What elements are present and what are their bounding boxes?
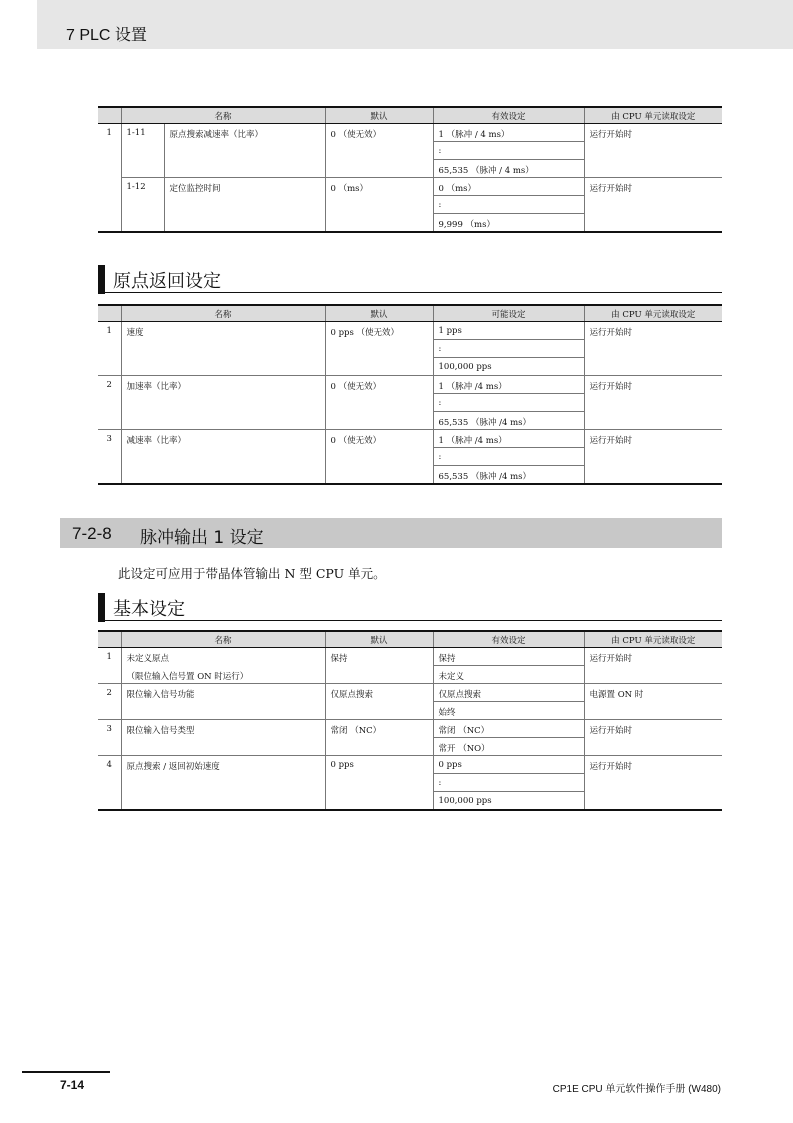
col-header-name: 名称: [121, 305, 325, 322]
table-row: 3 减速率（比率） 0 （使无效） 1 （脉冲 /4 ms） 运行开始时: [98, 430, 722, 448]
page-number: 7-14: [60, 1078, 85, 1092]
col-header-read: 由 CPU 单元读取设定: [584, 107, 722, 124]
col-header-valid: 有效设定: [433, 631, 584, 648]
chapter-title: 7 PLC 设置: [66, 27, 147, 44]
table-row: 1 1-11 原点搜索减速率（比率） 0 （使无效） 1 （脉冲 / 4 ms） 运行开始时: [98, 124, 722, 142]
col-header-default: 默认: [325, 107, 433, 124]
col-header-valid: 有效设定: [433, 107, 584, 124]
table-pulse-output-settings: 名称 默认 有效设定 由 CPU 单元读取设定 1 1-11 原点搜索减速率（比率） 0 （使无效） 1 （脉冲 / 4 ms） 运行开始时 : 65,535 （脉冲 / 4 ms） 1-12 定位监控时间 0 （ms） 0 （ms） 运行开始时 : 9,999 （ms）: [98, 106, 722, 233]
page-header-bar: [37, 0, 793, 49]
heading-marker: [98, 265, 105, 294]
col-header-name: 名称: [121, 631, 325, 648]
col-header-default: 默认: [325, 631, 433, 648]
section-heading-basic-settings: 基本设定: [98, 593, 722, 621]
col-header-read: 由 CPU 单元读取设定: [584, 305, 722, 322]
col-header-read: 由 CPU 单元读取设定: [584, 631, 722, 648]
table-row: 1 速度 0 pps （使无效） 1 pps 运行开始时: [98, 322, 722, 340]
table-row: 2 加速率（比率） 0 （使无效） 1 （脉冲 /4 ms） 运行开始时: [98, 376, 722, 394]
footer-rule: [22, 1071, 110, 1073]
section-heading-origin-return: 原点返回设定: [98, 265, 722, 293]
col-header-possible: 可能设定: [433, 305, 584, 322]
table-row: 3 限位输入信号类型 常闭 （NC） 常闭 （NC） 运行开始时: [98, 720, 722, 738]
section-number: 7-2-8: [72, 524, 112, 543]
table-row: 1 未定义原点 保持 保持 运行开始时: [98, 648, 722, 666]
table-basic-settings: 名称 默认 有效设定 由 CPU 单元读取设定 1 未定义原点 保持 保持 运行开始时 （限位输入信号置 ON 时运行） 未定义 2 限位输入信号功能 仅原点搜索 仅原点搜索 电源置 ON 时 始终 3 限位输入信号类型 常闭 （NC） 常闭 （NC） 运行开始时 常开 （NO） 4 原点搜索 / 返回初始速度 0 pps 0 pps 运行开始时 : 100,000 pps: [98, 630, 722, 811]
table-row: 4 原点搜索 / 返回初始速度 0 pps 0 pps 运行开始时: [98, 756, 722, 774]
table-row: 2 限位输入信号功能 仅原点搜索 仅原点搜索 电源置 ON 时: [98, 684, 722, 702]
table-row: 1-12 定位监控时间 0 （ms） 0 （ms） 运行开始时: [98, 178, 722, 196]
section-title: 脉冲输出 1 设定: [140, 528, 264, 548]
table-origin-return: 名称 默认 可能设定 由 CPU 单元读取设定 1 速度 0 pps （使无效） 1 pps 运行开始时 : 100,000 pps 2 加速率（比率） 0 （使无效） 1 （脉冲 /4 ms） 运行开始时 : 65,535 （脉冲 /4 ms） 3 减速率（比率） 0 （使无效） 1 （脉冲 /4 ms） 运行开始时 : 65,535 （脉冲 /4 ms）: [98, 304, 722, 485]
intro-paragraph: 此设定可应用于带晶体管输出 N 型 CPU 单元。: [118, 566, 386, 581]
section-banner: [60, 518, 722, 548]
col-header-default: 默认: [325, 305, 433, 322]
col-header-name: 名称: [121, 107, 325, 124]
document-title: CP1E CPU 单元软件操作手册 (W480): [552, 1084, 721, 1095]
heading-marker: [98, 593, 105, 622]
